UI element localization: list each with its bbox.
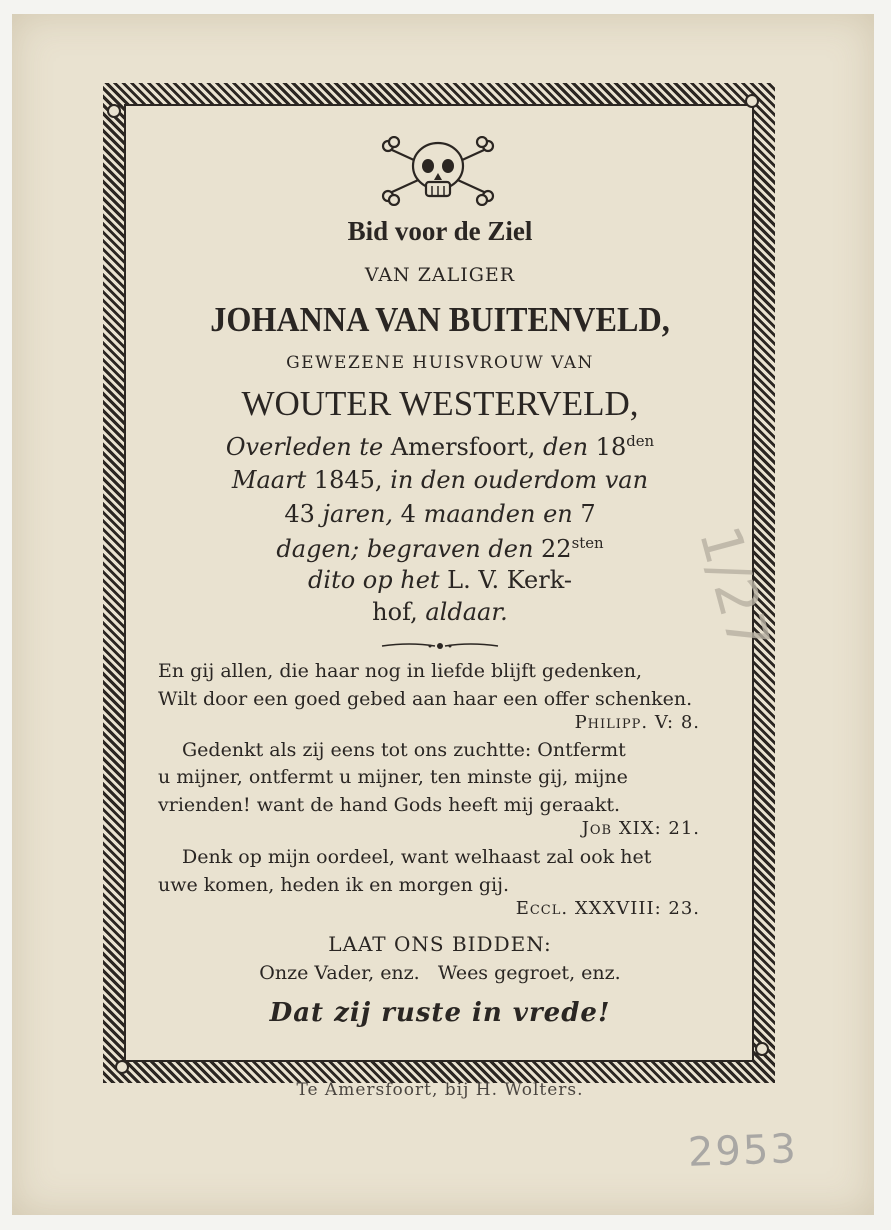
verse-line: u mijner, ontfermt u mijner, ten minste gij, mijne <box>158 766 628 788</box>
verse-line: Denk op mijn oordeel, want welhaast zal ook het <box>182 846 652 868</box>
van-zaliger-label: VAN ZALIGER <box>364 264 516 286</box>
skull-crossbones-icon <box>378 136 498 206</box>
husband-name: WOUTER WESTERVELD, <box>241 384 639 423</box>
verse-line: En gij allen, die haar nog in liefde blijft gedenken, <box>158 660 642 682</box>
verse-reference: Job XIX: 21. <box>581 818 700 839</box>
gewezene-label: GEWEZENE HUISVROUW VAN <box>286 353 594 373</box>
verse-reference: Philipp. V: 8. <box>574 712 700 733</box>
prayer-list: Onze Vader, enz. Wees gegroet, enz. <box>259 962 621 984</box>
deceased-name: JOHANNA VAN BUITENVELD, <box>210 300 670 339</box>
rest-in-peace: Dat zij ruste in vrede! <box>269 998 611 1028</box>
border-corner-rosette <box>745 94 759 108</box>
border-corner-rosette <box>115 1060 129 1074</box>
card-heading: Bid voor de Ziel <box>347 216 533 246</box>
death-line-6: hof, aldaar. <box>372 598 508 626</box>
verse-line: uwe komen, heden ik en morgen gij. <box>158 874 510 896</box>
prayer-heading: LAAT ONS BIDDEN: <box>328 932 552 956</box>
verse-line: Gedenkt als zij eens tot ons zuchtte: Ontfermt <box>182 739 626 761</box>
verse-line: Wilt door een goed gebed aan haar een offer schenken. <box>158 688 693 710</box>
death-line-2: Maart 1845, in den ouderdom van <box>231 466 649 494</box>
death-line-1: Overleden te Amersfoort, den $18^{den}$ <box>225 432 655 461</box>
death-line-5: dito op het L. V. Kerk- <box>308 566 572 594</box>
verse-line: vrienden! want de hand Gods heeft mij geraakt. <box>158 794 621 816</box>
printer-imprint: Te Amersfoort, bij H. Wolters. <box>296 1080 584 1100</box>
border-corner-rosette <box>107 104 121 118</box>
ornament-divider-icon <box>380 640 500 652</box>
border-corner-rosette <box>755 1042 769 1056</box>
pencil-annotation: 1/27 <box>685 519 782 658</box>
verse-reference: Eccl. XXXVIII: 23. <box>515 898 700 919</box>
pencil-inventory-number: 2953 <box>687 1126 799 1176</box>
death-line-3: 43 jaren, 4 maanden en 7 <box>284 500 596 528</box>
death-line-4: dagen; begraven den $22^{sten}$ <box>276 534 604 563</box>
